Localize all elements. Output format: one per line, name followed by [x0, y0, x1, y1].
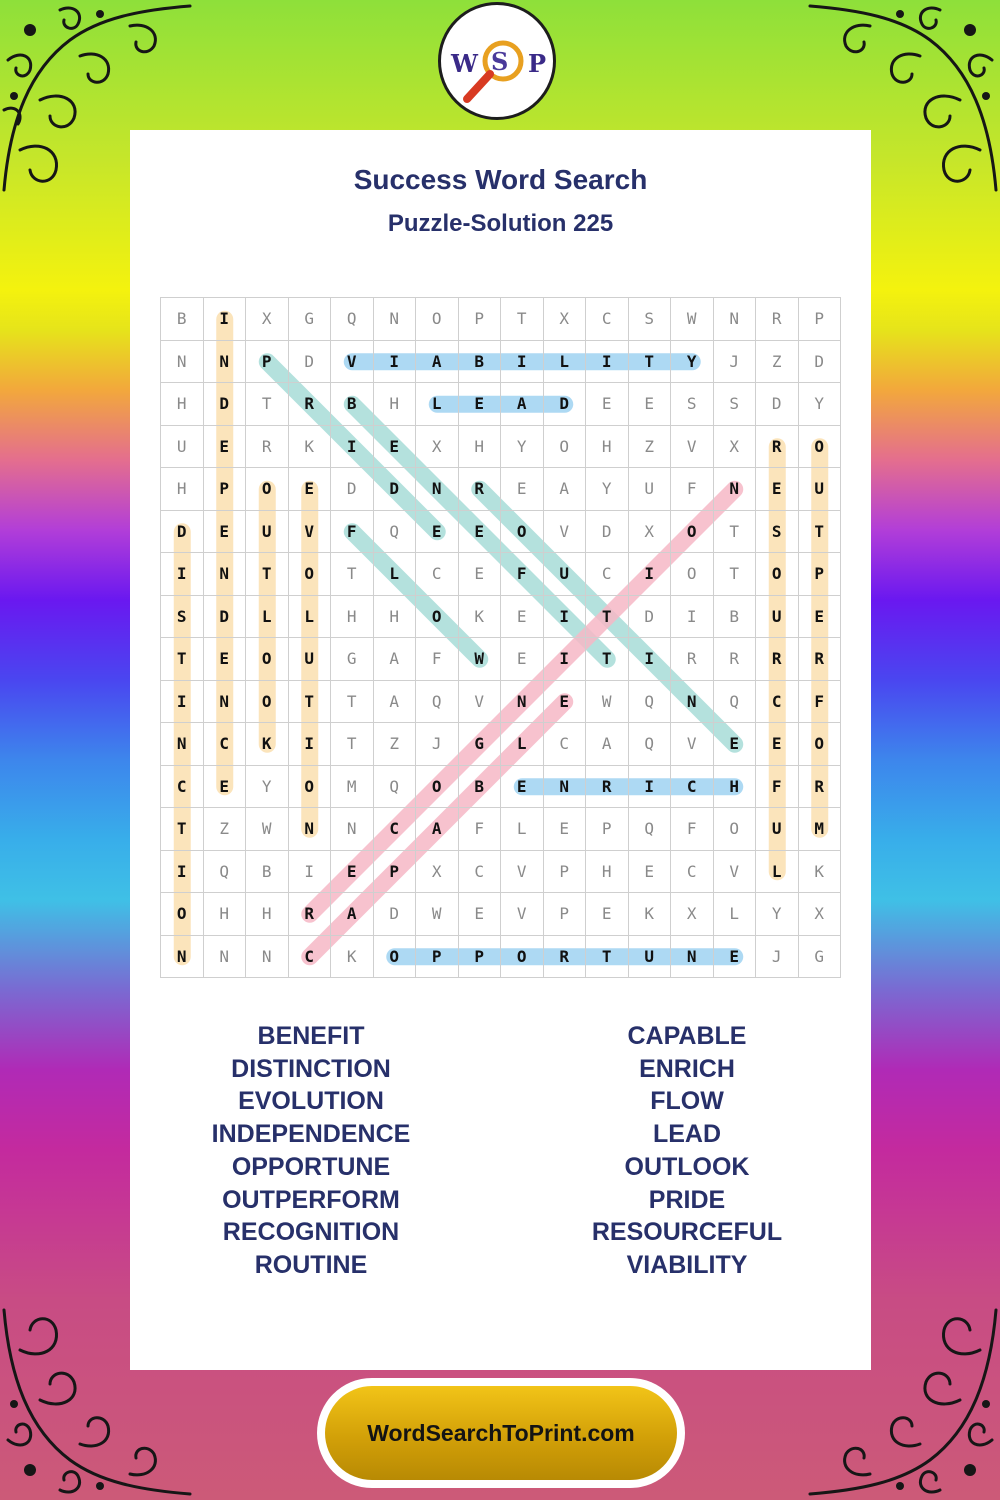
grid-cell[interactable]: V	[544, 511, 587, 554]
grid-cell[interactable]: N	[671, 681, 714, 724]
grid-cell[interactable]: N	[544, 766, 587, 809]
grid-cell[interactable]: R	[289, 383, 332, 426]
grid-cell[interactable]: H	[586, 851, 629, 894]
grid-cell[interactable]: N	[161, 723, 204, 766]
grid-cell[interactable]: B	[246, 851, 289, 894]
grid-cell[interactable]: Z	[629, 426, 672, 469]
grid-cell[interactable]: B	[161, 298, 204, 341]
grid-cell[interactable]: C	[586, 553, 629, 596]
grid-cell[interactable]: X	[671, 893, 714, 936]
grid-cell[interactable]: D	[756, 383, 799, 426]
grid-cell[interactable]: L	[544, 341, 587, 384]
grid-cell[interactable]: F	[671, 808, 714, 851]
word-list-item: LEAD	[652, 1120, 722, 1149]
word-list-item: EVOLUTION	[238, 1087, 384, 1116]
grid-cell[interactable]: O	[799, 426, 842, 469]
grid-cell[interactable]: E	[459, 383, 502, 426]
grid-cell[interactable]: E	[459, 553, 502, 596]
grid-cell[interactable]: O	[756, 553, 799, 596]
grid-cell[interactable]: W	[586, 681, 629, 724]
grid-cell[interactable]: B	[714, 596, 757, 639]
grid-cell[interactable]: O	[246, 638, 289, 681]
grid-cell[interactable]: R	[756, 298, 799, 341]
grid-cell[interactable]: N	[671, 936, 714, 979]
grid-cell[interactable]: S	[714, 383, 757, 426]
grid-cell[interactable]: D	[374, 468, 417, 511]
grid-cell[interactable]: I	[629, 638, 672, 681]
grid-cell[interactable]: U	[629, 468, 672, 511]
grid-cell[interactable]: D	[331, 468, 374, 511]
grid-cell[interactable]: P	[374, 851, 417, 894]
grid-cell[interactable]: H	[246, 893, 289, 936]
word-list-item: OUTLOOK	[624, 1152, 750, 1181]
grid-cell[interactable]: V	[714, 851, 757, 894]
grid-cell[interactable]: P	[799, 298, 842, 341]
grid-cell[interactable]: E	[629, 383, 672, 426]
grid-cell[interactable]: Y	[501, 426, 544, 469]
grid-cell[interactable]: H	[714, 766, 757, 809]
grid-cell[interactable]: E	[416, 511, 459, 554]
grid-cell[interactable]: A	[416, 808, 459, 851]
grid-cell[interactable]: E	[289, 468, 332, 511]
grid-cell[interactable]: E	[544, 808, 587, 851]
word-list-item: ENRICH	[639, 1054, 735, 1083]
grid-cell[interactable]: N	[331, 808, 374, 851]
grid-cell[interactable]: X	[714, 426, 757, 469]
grid-cell[interactable]: O	[501, 936, 544, 979]
grid-cell[interactable]: N	[204, 341, 247, 384]
word-list-item: RECOGNITION	[222, 1218, 400, 1247]
grid-cell[interactable]: K	[799, 851, 842, 894]
grid-cell[interactable]: P	[246, 341, 289, 384]
grid-cell[interactable]: O	[671, 511, 714, 554]
grid-cell[interactable]: C	[204, 723, 247, 766]
grid-cell[interactable]: P	[544, 851, 587, 894]
grid-cell[interactable]: I	[289, 723, 332, 766]
grid-cell[interactable]: A	[331, 893, 374, 936]
grid-cell[interactable]: K	[459, 596, 502, 639]
grid-cell[interactable]: Q	[374, 766, 417, 809]
logo-letter-s: S	[491, 47, 509, 76]
grid-cell[interactable]: A	[544, 468, 587, 511]
grid-cell[interactable]: E	[204, 511, 247, 554]
grid-cell[interactable]: T	[586, 936, 629, 979]
grid-cell[interactable]: V	[459, 681, 502, 724]
grid-cell[interactable]: L	[289, 596, 332, 639]
grid-cell[interactable]: N	[501, 681, 544, 724]
grid-cell[interactable]: T	[331, 681, 374, 724]
grid-cell[interactable]: Q	[204, 851, 247, 894]
grid-cell[interactable]: E	[501, 638, 544, 681]
grid-cell[interactable]: Z	[204, 808, 247, 851]
grid-cell[interactable]: E	[374, 426, 417, 469]
grid-cell[interactable]: M	[331, 766, 374, 809]
grid-cell[interactable]: N	[204, 553, 247, 596]
grid-cell[interactable]: X	[544, 298, 587, 341]
grid-cell[interactable]: Q	[714, 681, 757, 724]
grid-cell[interactable]: D	[204, 383, 247, 426]
grid-cell[interactable]: V	[501, 893, 544, 936]
grid-cell[interactable]: E	[204, 638, 247, 681]
grid-cell[interactable]: E	[544, 681, 587, 724]
grid-cell[interactable]: D	[544, 383, 587, 426]
grid-cell[interactable]: L	[246, 596, 289, 639]
grid-cell[interactable]: R	[799, 638, 842, 681]
grid-cell[interactable]: O	[544, 426, 587, 469]
word-list-item: RESOURCEFUL	[591, 1218, 783, 1247]
grid-cell[interactable]: I	[629, 766, 672, 809]
word-list-item: CAPABLE	[627, 1022, 747, 1050]
grid-cell[interactable]: V	[289, 511, 332, 554]
grid-cell[interactable]: E	[799, 596, 842, 639]
grid-cell[interactable]: W	[246, 808, 289, 851]
grid-cell[interactable]: D	[629, 596, 672, 639]
grid-cell[interactable]: N	[161, 936, 204, 979]
grid-cell[interactable]: P	[416, 936, 459, 979]
grid-cell[interactable]: F	[416, 638, 459, 681]
grid-cell[interactable]: X	[416, 426, 459, 469]
word-list-item: VIABILITY	[626, 1250, 748, 1279]
grid-cell[interactable]: P	[799, 553, 842, 596]
grid-cell[interactable]: T	[246, 553, 289, 596]
grid-cell[interactable]: O	[416, 298, 459, 341]
grid-cell[interactable]: C	[161, 766, 204, 809]
grid-cell[interactable]: F	[756, 766, 799, 809]
grid-cell[interactable]: T	[161, 638, 204, 681]
grid-cell[interactable]: A	[416, 341, 459, 384]
grid-cell[interactable]: Y	[671, 341, 714, 384]
grid-cell[interactable]: C	[586, 298, 629, 341]
grid-cell[interactable]: T	[714, 553, 757, 596]
grid-cell[interactable]: D	[204, 596, 247, 639]
grid-cell[interactable]: Y	[586, 468, 629, 511]
grid-cell[interactable]: E	[459, 893, 502, 936]
grid-cell[interactable]: K	[331, 936, 374, 979]
grid-cell[interactable]: W	[671, 298, 714, 341]
grid-cell[interactable]: U	[246, 511, 289, 554]
grid-cell[interactable]: R	[246, 426, 289, 469]
word-list-left	[126, 1020, 496, 1282]
grid-cell[interactable]: N	[246, 936, 289, 979]
grid-cell[interactable]: I	[544, 596, 587, 639]
wsp-logo[interactable]	[438, 2, 556, 120]
grid-cell[interactable]: A	[586, 723, 629, 766]
grid-cell[interactable]: V	[331, 341, 374, 384]
grid-cell[interactable]: R	[289, 893, 332, 936]
grid-cell[interactable]: H	[204, 893, 247, 936]
word-list-right	[502, 1020, 872, 1282]
word-list-item: OPPORTUNE	[231, 1152, 391, 1181]
grid-cell[interactable]: G	[799, 936, 842, 979]
grid-cell[interactable]: R	[756, 638, 799, 681]
grid-cell[interactable]: I	[161, 681, 204, 724]
grid-cell[interactable]: P	[204, 468, 247, 511]
grid-cell[interactable]: N	[416, 468, 459, 511]
grid-cell[interactable]: P	[459, 298, 502, 341]
grid-cell[interactable]: R	[671, 638, 714, 681]
grid-cell[interactable]: U	[756, 808, 799, 851]
grid-cell[interactable]: F	[671, 468, 714, 511]
grid-cell[interactable]: W	[416, 893, 459, 936]
grid-cell[interactable]: D	[799, 341, 842, 384]
grid-cell[interactable]: K	[246, 723, 289, 766]
grid-cell[interactable]: N	[161, 341, 204, 384]
grid-cell[interactable]: T	[714, 511, 757, 554]
site-link-button[interactable]	[317, 1378, 685, 1488]
grid-cell[interactable]: I	[501, 341, 544, 384]
grid-cell[interactable]: X	[416, 851, 459, 894]
logo-letter-w: W	[451, 49, 478, 78]
grid-cell[interactable]: R	[586, 766, 629, 809]
grid-cell[interactable]: J	[714, 341, 757, 384]
grid-cell[interactable]: X	[246, 298, 289, 341]
grid-cell[interactable]: X	[799, 893, 842, 936]
grid-cell[interactable]: C	[756, 681, 799, 724]
grid-cell[interactable]: S	[756, 511, 799, 554]
puzzle-card	[130, 130, 871, 1370]
grid-cell[interactable]: V	[671, 723, 714, 766]
grid-cell[interactable]: P	[459, 936, 502, 979]
grid-cell[interactable]: G	[459, 723, 502, 766]
site-link-label: WordSearchToPrint.com	[367, 1419, 635, 1446]
grid-cell[interactable]: F	[459, 808, 502, 851]
grid-cell[interactable]: G	[289, 298, 332, 341]
grid-cell[interactable]: O	[246, 468, 289, 511]
grid-cell[interactable]: H	[374, 383, 417, 426]
grid-cell[interactable]: Q	[629, 723, 672, 766]
grid-cell[interactable]: R	[459, 468, 502, 511]
grid-cell[interactable]: C	[416, 553, 459, 596]
grid-cell[interactable]: E	[501, 766, 544, 809]
grid-cell[interactable]: I	[289, 851, 332, 894]
grid-cell[interactable]: W	[459, 638, 502, 681]
grid-cell[interactable]: C	[459, 851, 502, 894]
grid-cell[interactable]: E	[714, 936, 757, 979]
grid-cell[interactable]: Y	[799, 383, 842, 426]
grid-cell[interactable]: C	[374, 808, 417, 851]
word-list-item: BENEFIT	[257, 1022, 365, 1050]
grid-cell[interactable]: L	[374, 553, 417, 596]
grid-cell[interactable]: E	[756, 723, 799, 766]
grid-cell[interactable]: D	[374, 893, 417, 936]
grid-cell[interactable]: B	[459, 766, 502, 809]
grid-cell[interactable]: D	[161, 511, 204, 554]
grid-cell[interactable]: U	[544, 553, 587, 596]
grid-cell[interactable]: I	[374, 341, 417, 384]
grid-cell[interactable]: A	[374, 638, 417, 681]
grid-cell[interactable]: N	[204, 936, 247, 979]
grid-cell[interactable]: T	[289, 681, 332, 724]
grid-cell[interactable]: C	[544, 723, 587, 766]
grid-cell[interactable]: I	[161, 553, 204, 596]
grid-cell[interactable]: A	[374, 681, 417, 724]
grid-cell[interactable]: Q	[416, 681, 459, 724]
grid-cell[interactable]: U	[161, 426, 204, 469]
grid-cell[interactable]: T	[246, 383, 289, 426]
grid-cell[interactable]: P	[544, 893, 587, 936]
grid-cell[interactable]: T	[161, 808, 204, 851]
grid-cell[interactable]: A	[501, 383, 544, 426]
grid-cell[interactable]: F	[799, 681, 842, 724]
grid-cell[interactable]: C	[289, 936, 332, 979]
grid-cell[interactable]: K	[289, 426, 332, 469]
grid-cell[interactable]: B	[331, 383, 374, 426]
grid-cell[interactable]: H	[586, 426, 629, 469]
grid-cell[interactable]: H	[161, 468, 204, 511]
logo-letter-p: P	[528, 49, 547, 78]
grid-cell[interactable]: Y	[756, 893, 799, 936]
grid-cell[interactable]: T	[331, 553, 374, 596]
grid-cell[interactable]: U	[629, 936, 672, 979]
grid-cell[interactable]: T	[799, 511, 842, 554]
grid-cell[interactable]: R	[756, 426, 799, 469]
grid-cell[interactable]: D	[289, 341, 332, 384]
grid-cell[interactable]: I	[544, 638, 587, 681]
word-list-item: FLOW	[650, 1087, 724, 1116]
grid-cell[interactable]: I	[331, 426, 374, 469]
grid-cell[interactable]: E	[756, 468, 799, 511]
grid-cell[interactable]: N	[714, 468, 757, 511]
grid-cell[interactable]: V	[671, 426, 714, 469]
grid-cell[interactable]: G	[331, 638, 374, 681]
grid-cell[interactable]: O	[246, 681, 289, 724]
grid-cell[interactable]: E	[459, 511, 502, 554]
grid-cell[interactable]: J	[416, 723, 459, 766]
grid-cell[interactable]: M	[799, 808, 842, 851]
grid-cell[interactable]: O	[501, 511, 544, 554]
grid-cell[interactable]: O	[289, 553, 332, 596]
grid-cell[interactable]: V	[501, 851, 544, 894]
word-list-item: PRIDE	[648, 1185, 726, 1214]
grid-cell[interactable]: H	[161, 383, 204, 426]
grid-cell[interactable]: O	[161, 893, 204, 936]
grid-cell[interactable]: C	[671, 766, 714, 809]
grid-cell[interactable]: K	[629, 893, 672, 936]
grid-cell[interactable]: O	[416, 596, 459, 639]
grid-cell[interactable]: O	[714, 808, 757, 851]
grid-cell[interactable]: F	[501, 553, 544, 596]
grid-cell[interactable]: O	[799, 723, 842, 766]
grid-cell[interactable]: Z	[756, 341, 799, 384]
word-list-item: ROUTINE	[254, 1250, 368, 1279]
word-list-item: DISTINCTION	[231, 1054, 391, 1083]
grid-cell[interactable]: R	[544, 936, 587, 979]
grid-cell[interactable]: C	[671, 851, 714, 894]
grid-cell[interactable]: U	[799, 468, 842, 511]
grid-cell[interactable]: L	[416, 383, 459, 426]
grid-cell[interactable]: T	[629, 341, 672, 384]
word-list-item: OUTPERFORM	[222, 1185, 400, 1214]
grid-cell[interactable]: L	[756, 851, 799, 894]
grid-cell[interactable]: N	[289, 808, 332, 851]
grid-cell[interactable]: R	[714, 638, 757, 681]
grid-cell[interactable]: S	[671, 383, 714, 426]
grid-cell[interactable]: Q	[331, 298, 374, 341]
grid-cell[interactable]: E	[331, 851, 374, 894]
grid-cell[interactable]: I	[671, 596, 714, 639]
grid-cell[interactable]: O	[416, 766, 459, 809]
word-search-grid	[160, 297, 841, 978]
grid-cell[interactable]: I	[204, 298, 247, 341]
grid-cell[interactable]: X	[629, 511, 672, 554]
grid-cell[interactable]: L	[714, 893, 757, 936]
grid-cell[interactable]: T	[586, 638, 629, 681]
grid-cell[interactable]: Y	[246, 766, 289, 809]
grid-cell[interactable]: T	[501, 298, 544, 341]
grid-cell[interactable]: N	[714, 298, 757, 341]
word-list-item: INDEPENDENCE	[211, 1120, 411, 1149]
grid-cell[interactable]: R	[799, 766, 842, 809]
grid-cell[interactable]: O	[289, 766, 332, 809]
grid-cell[interactable]: N	[204, 681, 247, 724]
grid-cell[interactable]: E	[629, 851, 672, 894]
grid-cell[interactable]: E	[204, 766, 247, 809]
page-title: Success Word Search	[353, 164, 648, 195]
grid-cell[interactable]: S	[629, 298, 672, 341]
grid-cell[interactable]: E	[714, 723, 757, 766]
grid-cell[interactable]: U	[756, 596, 799, 639]
grid-cell[interactable]: Z	[374, 723, 417, 766]
grid-cell[interactable]: Q	[629, 681, 672, 724]
grid-cell[interactable]: H	[459, 426, 502, 469]
grid-cell[interactable]: Q	[629, 808, 672, 851]
grid-cell[interactable]: E	[586, 383, 629, 426]
grid-cell[interactable]: Q	[374, 511, 417, 554]
grid-cell[interactable]: D	[586, 511, 629, 554]
grid-cell[interactable]: U	[289, 638, 332, 681]
grid-cell[interactable]: L	[501, 723, 544, 766]
grid-cell[interactable]: N	[374, 298, 417, 341]
grid-cell[interactable]: B	[459, 341, 502, 384]
grid-cell[interactable]: T	[586, 596, 629, 639]
grid-cell[interactable]: F	[331, 511, 374, 554]
grid-cell[interactable]: T	[331, 723, 374, 766]
grid-cell[interactable]: S	[161, 596, 204, 639]
grid-cell[interactable]: I	[161, 851, 204, 894]
grid-cell[interactable]: I	[629, 553, 672, 596]
grid-cell[interactable]: H	[374, 596, 417, 639]
grid-cell[interactable]: P	[586, 808, 629, 851]
grid-cell[interactable]: L	[501, 808, 544, 851]
page-subtitle: Puzzle-Solution 225	[387, 210, 614, 237]
grid-cell[interactable]: E	[501, 468, 544, 511]
grid-cell[interactable]: E	[586, 893, 629, 936]
grid-cell[interactable]: O	[671, 553, 714, 596]
grid-cell[interactable]: J	[756, 936, 799, 979]
grid-cell[interactable]: H	[331, 596, 374, 639]
grid-cell[interactable]: I	[586, 341, 629, 384]
grid-cell[interactable]: E	[204, 426, 247, 469]
grid-cell[interactable]: E	[501, 596, 544, 639]
grid-cell[interactable]: O	[374, 936, 417, 979]
letter-grid	[160, 297, 841, 978]
